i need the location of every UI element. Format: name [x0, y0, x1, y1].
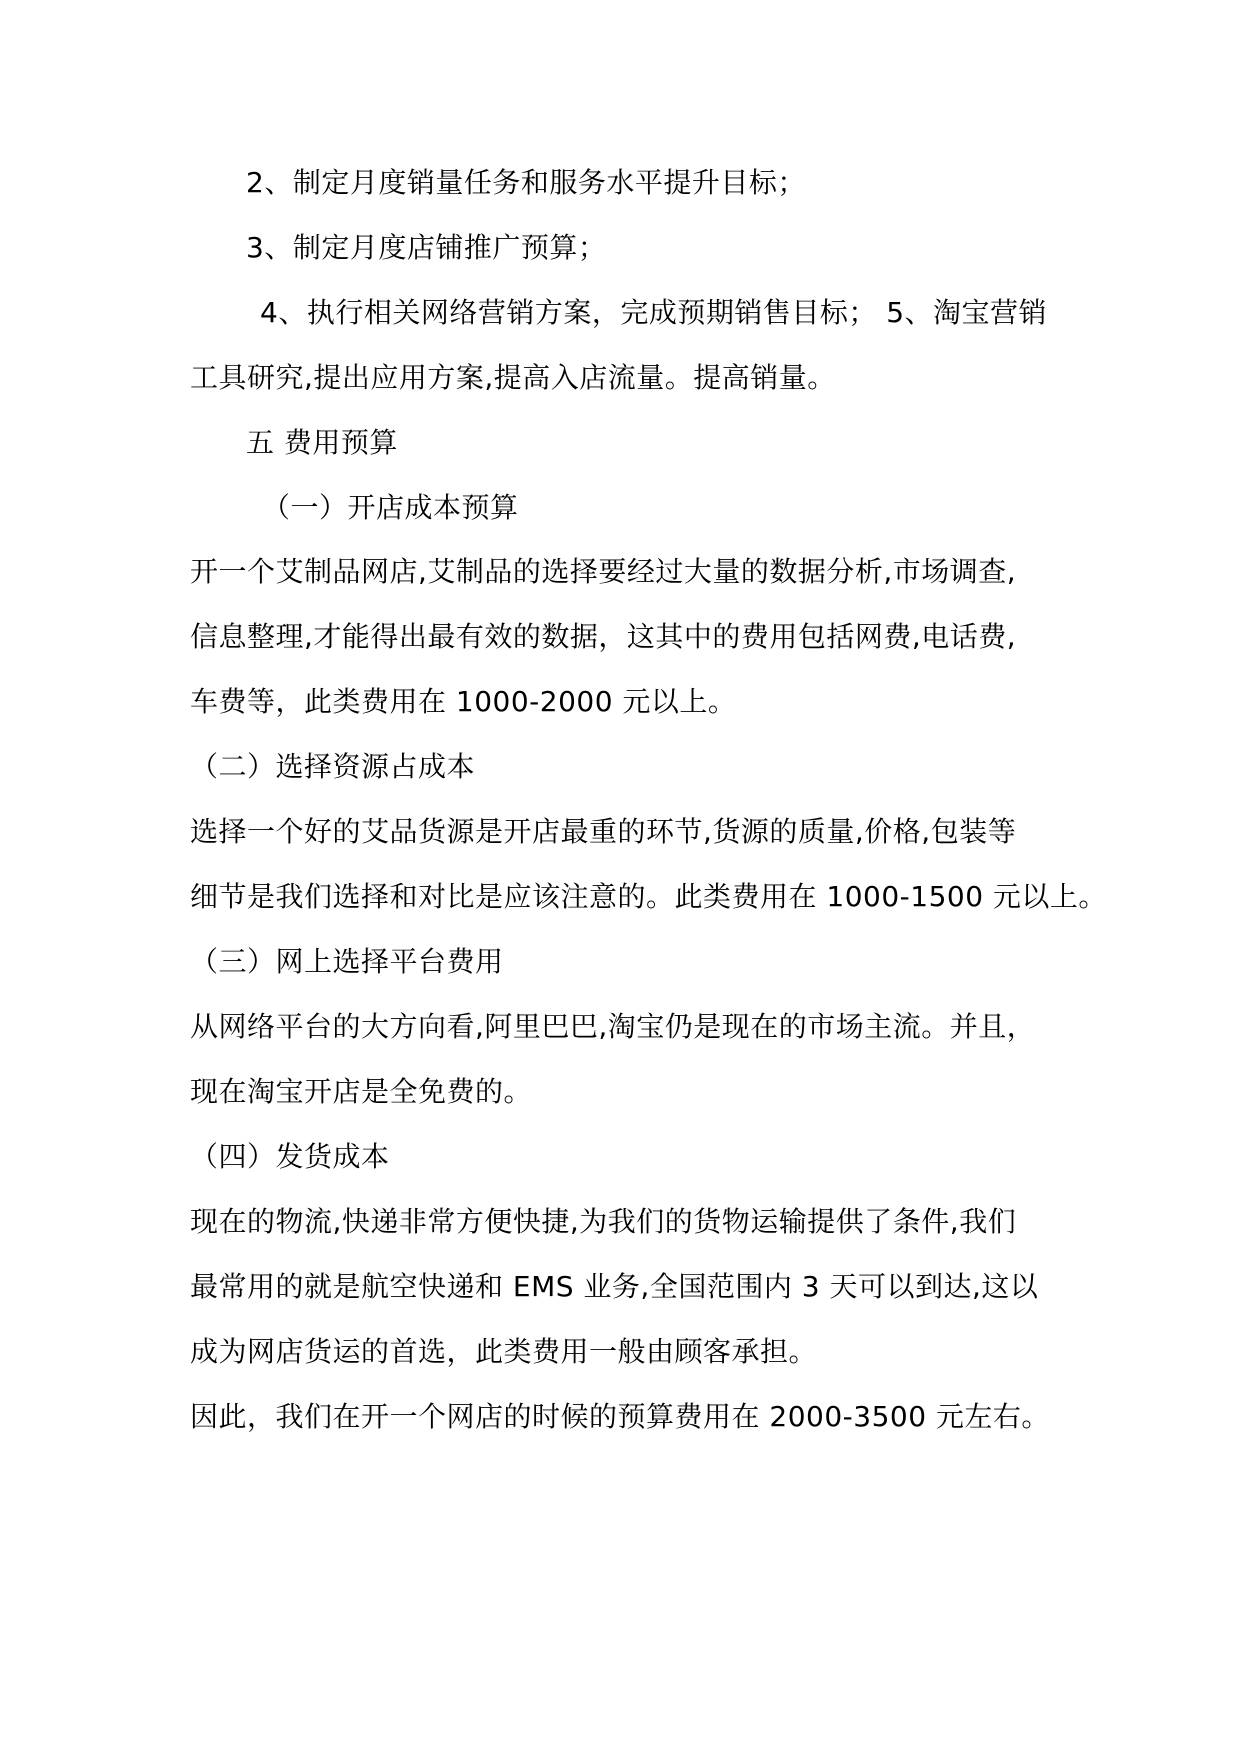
section-heading-budget: 五 费用预算 — [246, 426, 398, 459]
paragraph-line: 现在的物流,快递非常方便快捷,为我们的货物运输提供了条件,我们 — [190, 1205, 1017, 1238]
list-item-5-continuation: 工具研究,提出应用方案,提高入店流量。提高销量。 — [190, 361, 836, 394]
paragraph-line: 开一个艾制品网店,艾制品的选择要经过大量的数据分析,市场调查, — [190, 555, 1017, 588]
list-item-2: 2、制定月度销量任务和服务水平提升目标； — [246, 166, 806, 199]
paragraph-line: 细节是我们选择和对比是应该注意的。此类费用在 1000-1500 元以上。 — [190, 880, 1107, 913]
paragraph-line: 现在淘宝开店是全免费的。 — [190, 1075, 533, 1108]
paragraph-line: 成为网店货运的首选，此类费用一般由顾客承担。 — [190, 1335, 818, 1368]
paragraph-line: 选择一个好的艾品货源是开店最重的环节,货源的质量,价格,包装等 — [190, 815, 1017, 848]
paragraph-line: 从网络平台的大方向看,阿里巴巴,淘宝仍是现在的市场主流。并且， — [190, 1010, 1036, 1043]
subheading-resource-cost: （二）选择资源占成本 — [190, 750, 476, 783]
list-item-4-5: 4、执行相关网络营销方案，完成预期销售目标； 5、淘宝营销 — [260, 296, 1048, 329]
paragraph-line: 最常用的就是航空快递和 EMS 业务,全国范围内 3 天可以到达,这以 — [190, 1270, 1039, 1303]
subheading-opening-cost: （一）开店成本预算 — [262, 491, 519, 524]
list-item-3: 3、制定月度店铺推广预算； — [246, 231, 607, 264]
subheading-platform-cost: （三）网上选择平台费用 — [190, 945, 504, 978]
subheading-shipping-cost: （四）发货成本 — [190, 1140, 390, 1173]
paragraph-line-summary: 因此，我们在开一个网店的时候的预算费用在 2000-3500 元左右。 — [190, 1400, 1050, 1433]
paragraph-line: 信息整理,才能得出最有效的数据，这其中的费用包括网费,电话费, — [190, 620, 1017, 653]
paragraph-line: 车费等，此类费用在 1000-2000 元以上。 — [190, 685, 737, 718]
